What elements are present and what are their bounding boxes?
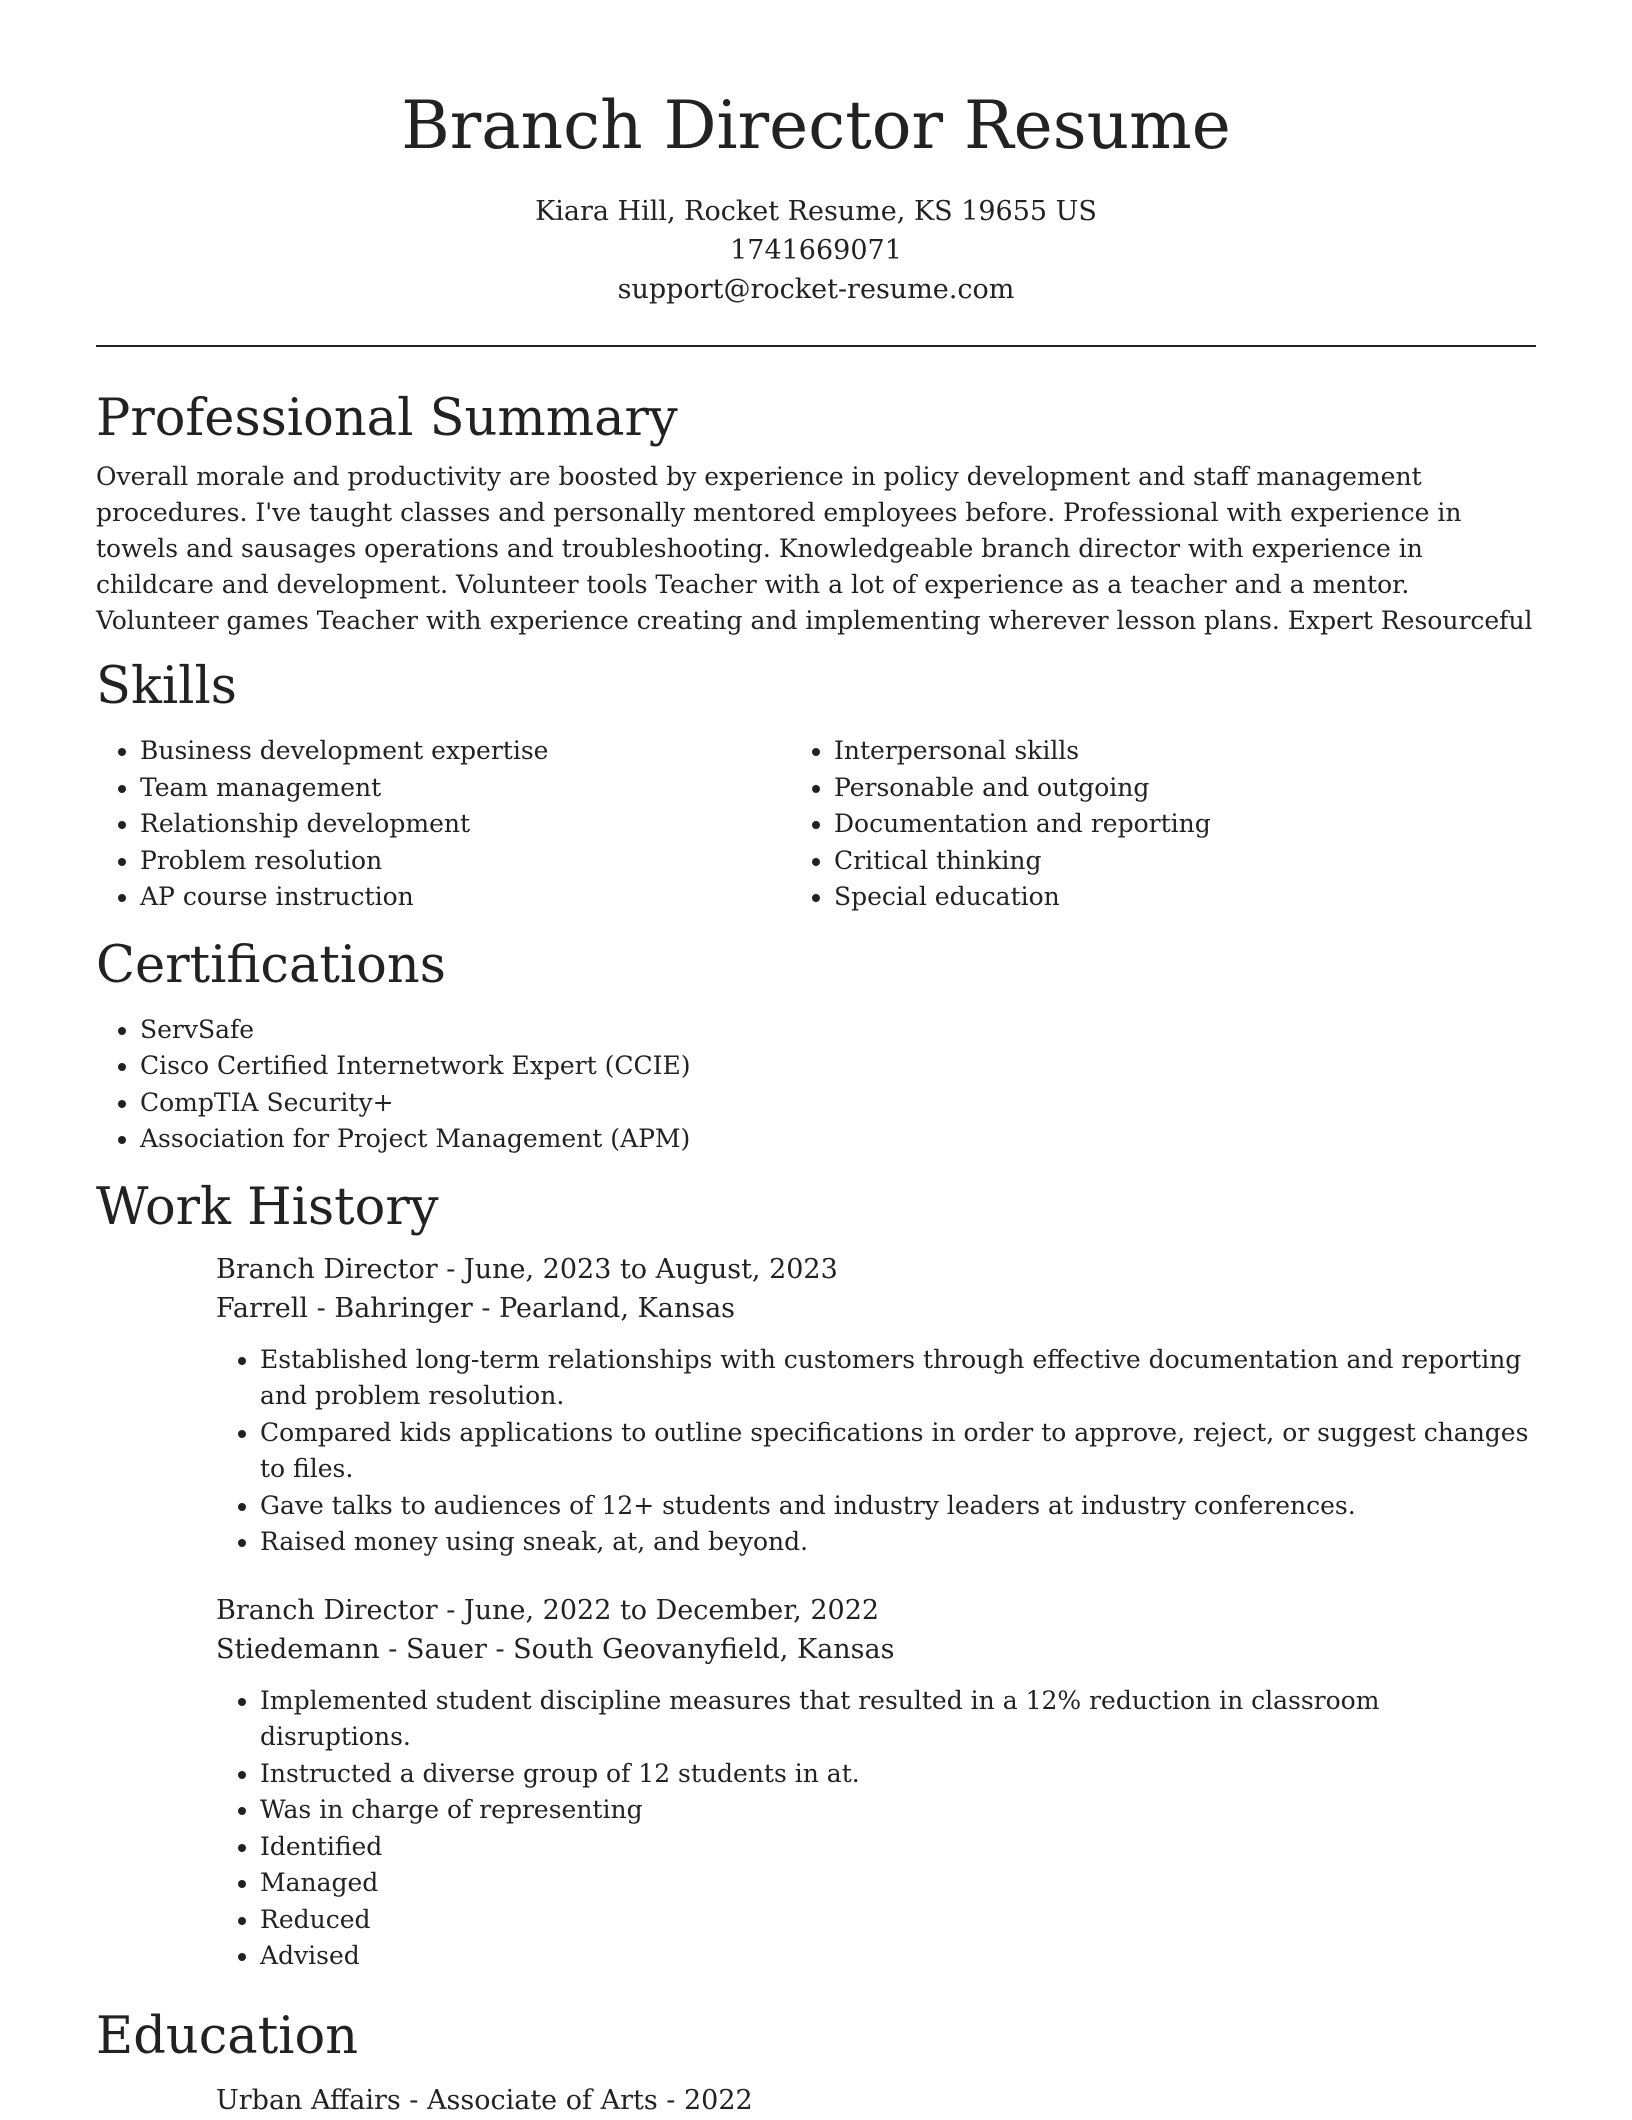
job-bullet: • Raised money using sneak, at, and beyond. <box>260 1524 1536 1561</box>
certifications-section <box>96 934 1536 1158</box>
contact-email: support@rocket-resume.com <box>617 274 1015 305</box>
job-bullet: • Identified <box>260 1829 1536 1866</box>
job-bullet: • Established long-term relationships with customers through effective documentation and reporting and problem resolution. <box>260 1342 1536 1415</box>
job-bullets <box>216 1342 1536 1561</box>
certifications-list <box>96 1012 1536 1158</box>
skills-heading: Skills <box>96 657 237 716</box>
job-company-line: Farrell - Bahringer - Pearland, Kansas <box>216 1292 736 1324</box>
skill-item: • Relationship development <box>140 806 790 843</box>
certification-item: • Cisco Certified Internetwork Expert (CCIE) <box>140 1048 1536 1085</box>
job-title-line: Branch Director - June, 2023 to August, 2023 <box>216 1253 838 1285</box>
skills-section <box>96 655 1536 916</box>
job-bullet: • Implemented student discipline measures that resulted in a 12% reduction in classroom disruptions. <box>260 1683 1536 1756</box>
contact-phone: 1741669071 <box>730 235 902 266</box>
summary-heading: Professional Summary <box>96 389 678 448</box>
skills-grid <box>96 733 1536 916</box>
certification-item: • Association for Project Management (APM) <box>140 1121 1536 1158</box>
skill-item: • Documentation and reporting <box>834 806 1484 843</box>
skills-list-right <box>790 733 1484 916</box>
education-section <box>96 2005 1536 2120</box>
skill-item: • Personable and outgoing <box>834 770 1484 807</box>
contact-address: Kiara Hill, Rocket Resume, KS 19655 US <box>535 196 1097 227</box>
certification-item: • ServSafe <box>140 1012 1536 1049</box>
job-bullets <box>216 1683 1536 1975</box>
job-bullet: • Advised <box>260 1938 1536 1975</box>
skill-item: • AP course instruction <box>140 879 790 916</box>
job-entry <box>216 1250 1536 1561</box>
header-divider <box>96 345 1536 347</box>
skill-item: • Problem resolution <box>140 843 790 880</box>
resume-header <box>96 0 1536 309</box>
skill-item: • Business development expertise <box>140 733 790 770</box>
skill-item: • Critical thinking <box>834 843 1484 880</box>
job-bullet: • Reduced <box>260 1902 1536 1939</box>
job-title-line: Branch Director - June, 2022 to December, 2022 <box>216 1594 880 1626</box>
education-entry: Urban Affairs - Associate of Arts - 2022 <box>216 2084 753 2116</box>
skill-item: • Team management <box>140 770 790 807</box>
job-bullet: • Instructed a diverse group of 12 students in at. <box>260 1756 1536 1793</box>
skills-list-left <box>96 733 790 916</box>
job-bullet: • Compared kids applications to outline specifications in order to approve, reject, or suggest changes to files. <box>260 1415 1536 1488</box>
job-company-line: Stiedemann - Sauer - South Geovanyfield, Kansas <box>216 1633 895 1665</box>
work-history-section <box>96 1176 1536 1975</box>
certification-item: • CompTIA Security+ <box>140 1085 1536 1122</box>
job-bullet: • Was in charge of representing <box>260 1792 1536 1829</box>
job-bullet: • Gave talks to audiences of 12+ students and industry leaders at industry conferences. <box>260 1488 1536 1525</box>
summary-text: Overall morale and productivity are boosted by experience in policy development and staff management procedures. I've taught classes and personally mentored employees before. Professional with experience in towels and sausages operations and troubleshooting. Knowledgeable branch director with experience in childcare and development. Volunteer tools Teacher with a lot of experience as a teacher and a mentor. Volunteer games Teacher with experience creating and implementing wherever lesson plans. Expert Resourceful <box>96 462 1533 635</box>
skill-item: • Interpersonal skills <box>834 733 1484 770</box>
summary-section <box>96 387 1536 639</box>
job-entry <box>216 1591 1536 1975</box>
education-heading: Education <box>96 2006 359 2066</box>
job-bullet: • Managed <box>260 1865 1536 1902</box>
certifications-heading: Certifications <box>96 935 446 995</box>
page-title: Branch Director Resume <box>401 87 1231 164</box>
work-history-heading: Work History <box>96 1177 439 1237</box>
skill-item: • Special education <box>834 879 1484 916</box>
